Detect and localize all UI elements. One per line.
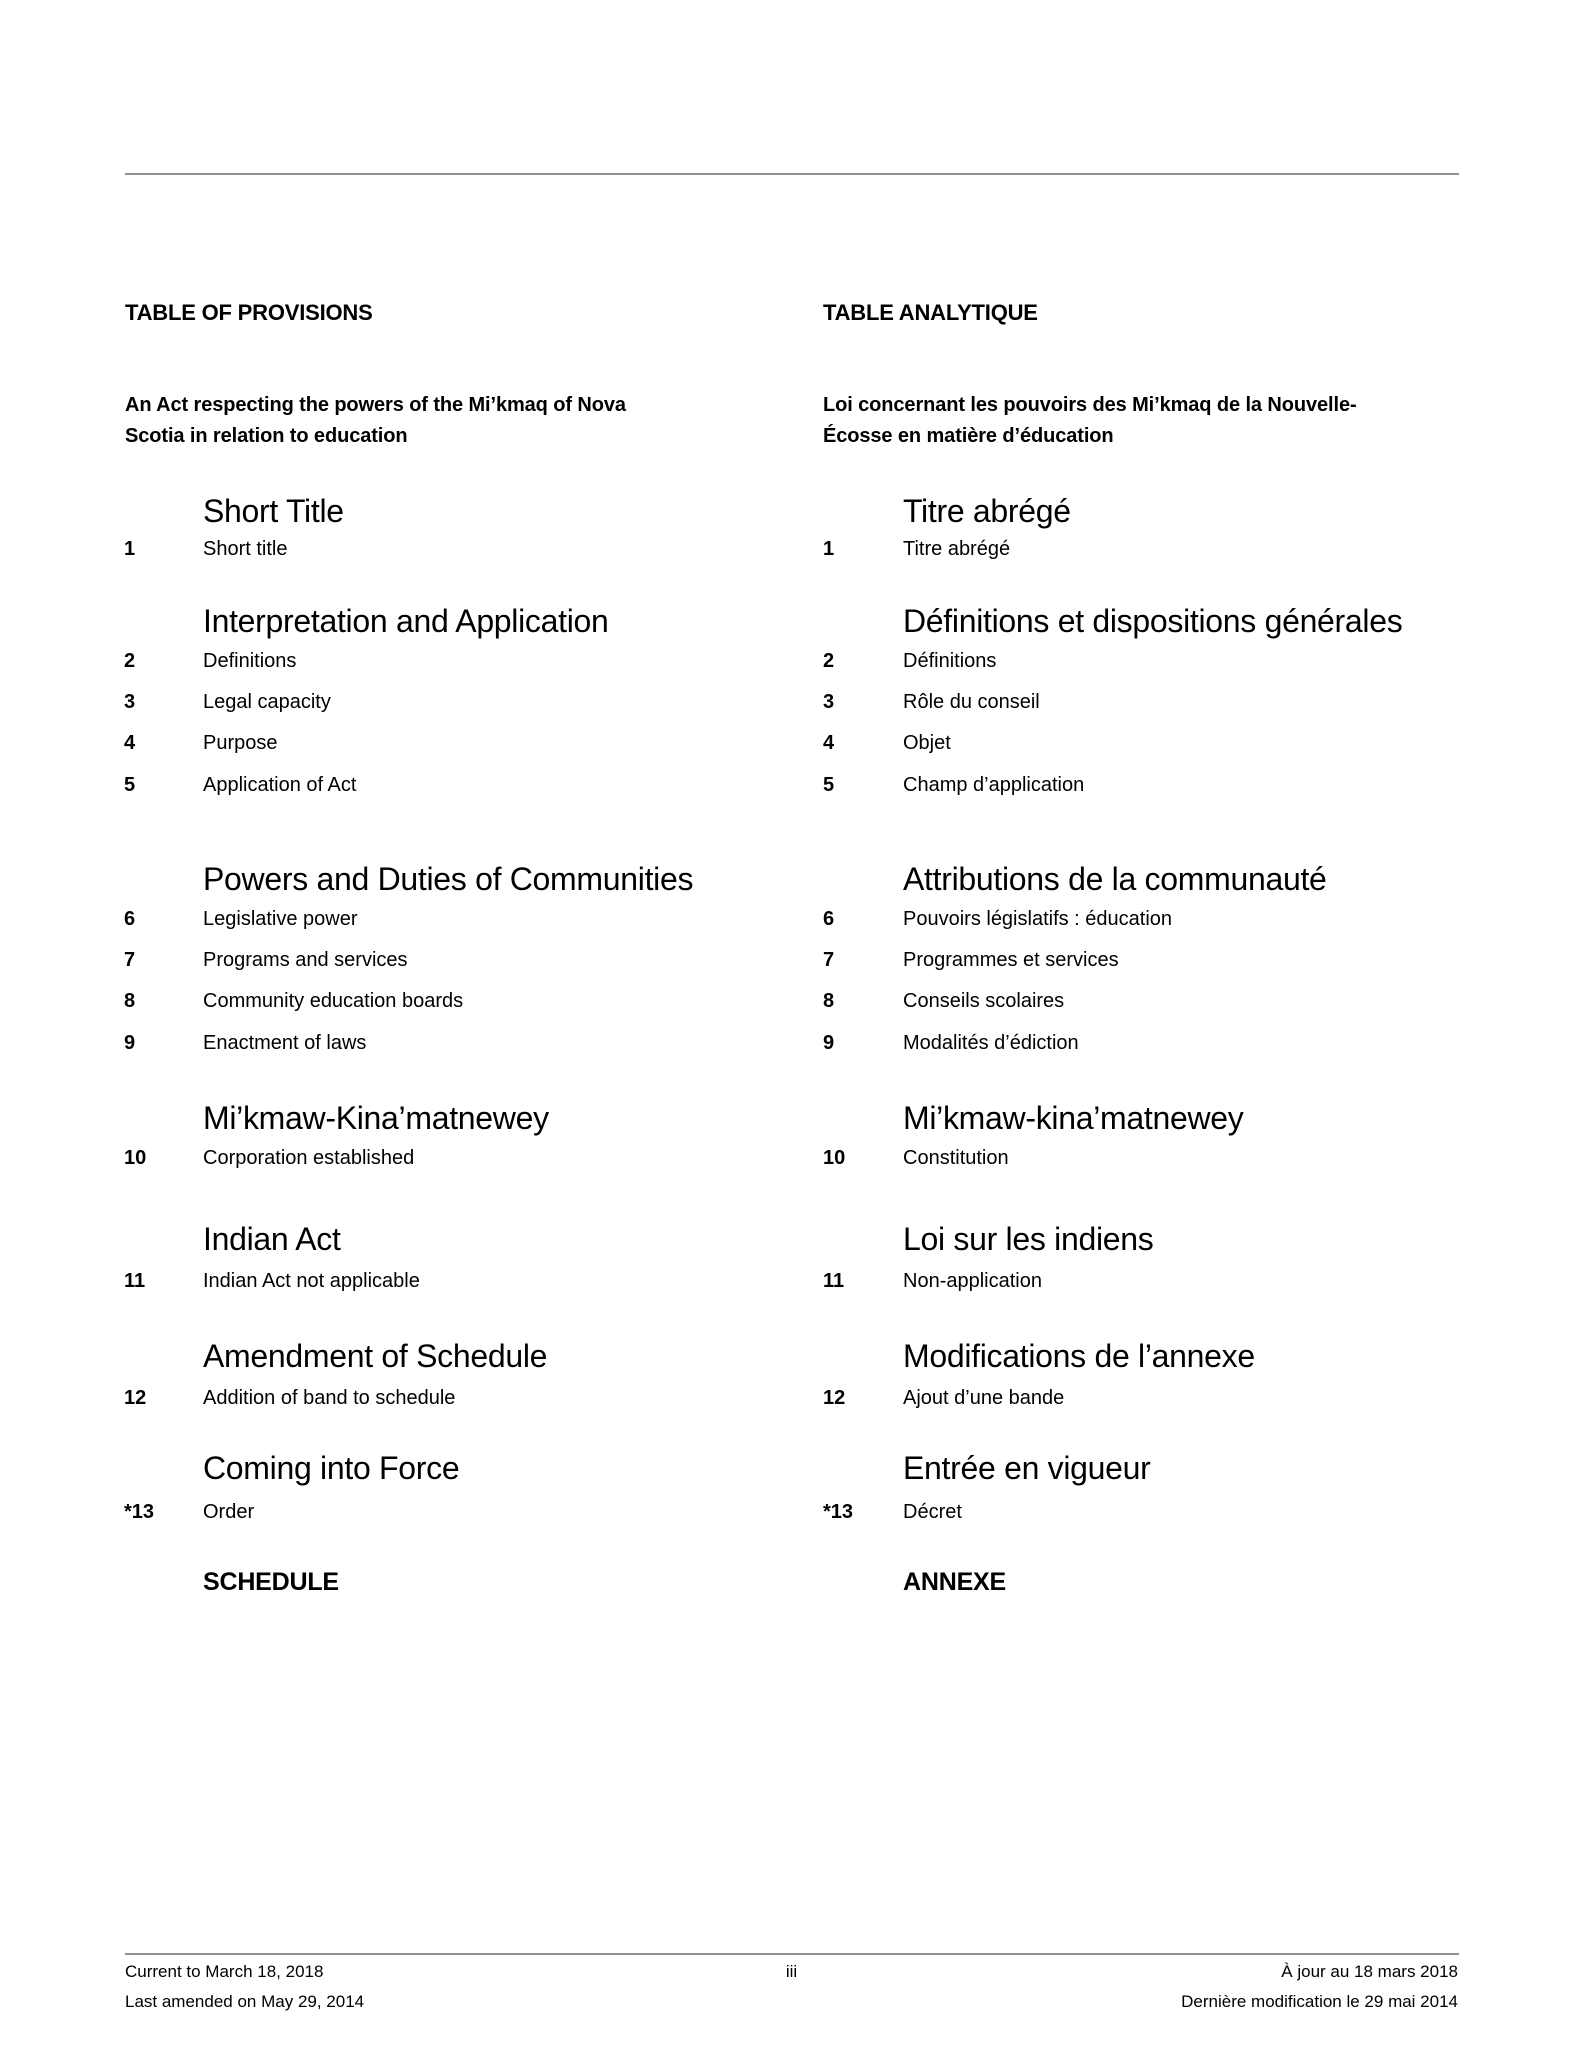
table-of-provisions-title: TABLE OF PROVISIONS [125,300,373,325]
provision-number-en: 11 [124,1270,146,1292]
provision-label-en: Community education boards [203,990,464,1012]
provision-label-en: Purpose [203,732,278,754]
provision-number-en: *13 [124,1501,155,1523]
provision-label-en: Corporation established [203,1147,415,1169]
provision-label-en: Legal capacity [203,691,331,713]
section-heading-en: Amendment of Schedule [203,1338,548,1374]
table-analytique-title: TABLE ANALYTIQUE [823,300,1038,325]
section-heading-fr: Titre abrégé [903,493,1071,529]
provision-label-fr: Conseils scolaires [903,990,1065,1012]
provision-number-en: 12 [124,1387,147,1409]
provision-number-fr: 2 [823,650,835,672]
section-heading-fr: Définitions et dispositions générales [903,603,1403,639]
provision-label-fr: Décret [903,1501,962,1523]
provision-label-fr: Pouvoirs législatifs : éducation [903,908,1173,930]
provision-label-en: Definitions [203,650,297,672]
provision-number-en: 8 [124,990,136,1012]
provision-label-fr: Constitution [903,1147,1009,1169]
provision-label-en: Indian Act not applicable [203,1270,420,1292]
section-heading-en: Short Title [203,493,344,529]
provision-number-fr: 6 [823,908,835,930]
provision-label-fr: Objet [903,732,951,754]
provision-number-fr: 4 [823,732,835,754]
section-heading-fr: Loi sur les indiens [903,1221,1154,1257]
schedule-heading-fr: ANNEXE [903,1568,1006,1596]
provision-number-fr: 10 [823,1147,846,1169]
provision-label-fr: Rôle du conseil [903,691,1040,713]
section-heading-fr: Mi’kmaw-kina’matnewey [903,1100,1244,1136]
provision-label-fr: Ajout d’une bande [903,1387,1065,1409]
section-heading-en: Mi’kmaw-Kina’matnewey [203,1100,549,1136]
footer-rule [125,1953,1459,1955]
provision-number-en: 1 [124,538,136,560]
section-heading-fr: Entrée en vigueur [903,1450,1151,1486]
provision-number-fr: 8 [823,990,835,1012]
provision-number-en: 6 [124,908,136,930]
provision-number-fr: 11 [823,1270,845,1292]
provision-label-en: Application of Act [203,774,357,796]
provision-label-en: Addition of band to schedule [203,1387,456,1409]
provision-number-fr: 3 [823,691,835,713]
section-heading-fr: Attributions de la communauté [903,861,1327,897]
provision-number-fr: 9 [823,1032,835,1054]
provision-label-fr: Champ d’application [903,774,1085,796]
footer-page-number: iii [785,1962,798,1981]
provision-number-en: 4 [124,732,136,754]
provision-number-fr: 1 [823,538,835,560]
footer-derniere-modification: Dernière modification le 29 mai 2014 [1181,1992,1458,2011]
provision-number-en: 7 [124,949,136,971]
provision-number-en: 10 [124,1147,147,1169]
provision-number-fr: *13 [823,1501,854,1523]
provision-label-fr: Programmes et services [903,949,1119,971]
provision-number-fr: 7 [823,949,835,971]
section-heading-fr: Modifications de l’annexe [903,1338,1255,1374]
act-title-en: An Act respecting the powers of the Mi’kmaq of Nova Scotia in relation to education [125,394,626,447]
provision-number-en: 3 [124,691,136,713]
provision-label-fr: Modalités d’édiction [903,1032,1079,1054]
provision-label-en: Legislative power [203,908,358,930]
provision-label-en: Enactment of laws [203,1032,367,1054]
act-title-fr: Loi concernant les pouvoirs des Mi’kmaq de la Nouvelle-Écosse en matière d’éducation [823,394,1357,447]
footer-last-amended: Last amended on May 29, 2014 [125,1992,365,2011]
provision-label-en: Order [203,1501,255,1523]
provision-label-en: Programs and services [203,949,408,971]
provision-label-fr: Non-application [903,1270,1042,1292]
footer-current-to: Current to March 18, 2018 [125,1962,324,1981]
schedule-heading-en: SCHEDULE [203,1568,339,1596]
provision-label-en: Short title [203,538,288,560]
provision-number-en: 2 [124,650,136,672]
provision-label-fr: Titre abrégé [903,538,1011,560]
section-heading-en: Indian Act [203,1221,341,1257]
section-heading-en: Powers and Duties of Communities [203,861,694,897]
footer-a-jour: À jour au 18 mars 2018 [1281,1962,1458,1981]
provision-number-fr: 12 [823,1387,846,1409]
provision-number-fr: 5 [823,774,835,796]
top-rule [125,173,1459,175]
section-heading-en: Interpretation and Application [203,603,609,639]
section-heading-en: Coming into Force [203,1450,460,1486]
provision-number-en: 5 [124,774,136,796]
provision-number-en: 9 [124,1032,136,1054]
provision-label-fr: Définitions [903,650,997,672]
